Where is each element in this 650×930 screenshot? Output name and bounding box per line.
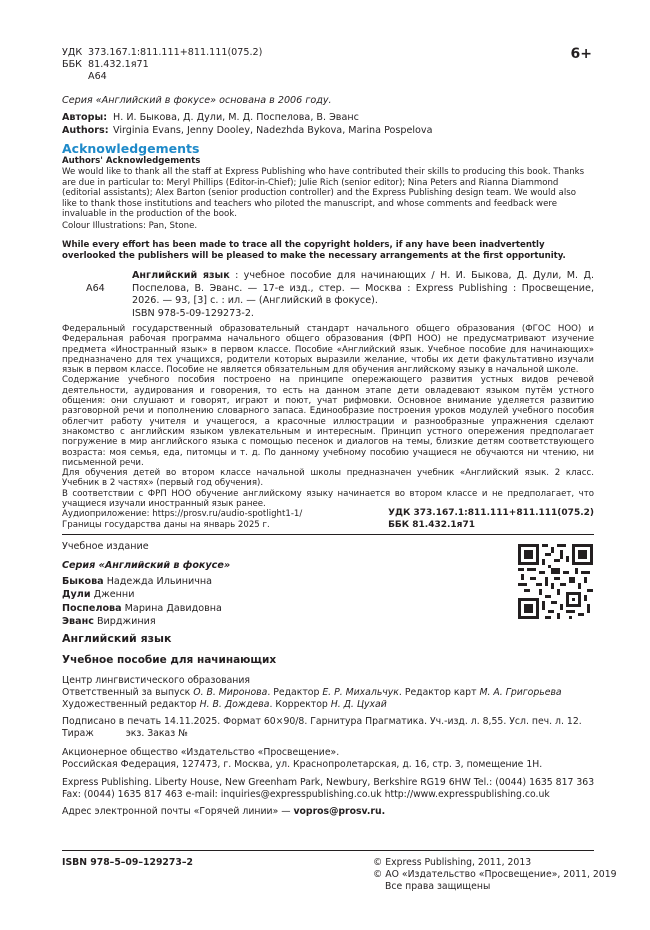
acknowledgements-subtitle: Authors' Acknowledgements xyxy=(62,156,201,166)
annotation-paragraph: Содержание учебного пособия построено на принципе опережающего развития устных видов речевой деятельности, аудирования и говорения, то есть на данном этапе дети овладевают языком путём устного общения: они слушают и говорят, играют и поют, учат рифмовки. Основное внимание уделяется развитию разговорной речи и пополнению словарного запаса. Единообразие построения уроков модулей учебного пособия облегчит работу учителя и учащегося, а красочные иллюстрации и разнообразные упражнения сделают знакомство с английским языком увлекательным и интересным. Принцип устного опережения предполагает погружение в мир английского языка с помощью песенок и диалогов на темы, близкие детям соответствующего возраста: моя семья, еда, питомцы и т. д. По данному учебному пособию учащиеся не обучаются ни чтению, ни письменной речи. xyxy=(62,375,594,468)
print-line: Подписано в печать 14.11.2025. Формат 60×90/8. Гарнитура Прагматика. Уч.-изд. л. 8,55. Усл. печ. л. 12. xyxy=(62,716,582,727)
book-title: Английский язык xyxy=(62,632,172,645)
copyright-notice: While every effort has been made to trace all the copyright holders, if any have been inadvertently overlooked the publishers will be pleased to make the necessary arrangements at the first opportunity. xyxy=(62,240,566,261)
acknowledgements-body: We would like to thank all the staff at Express Publishing who have contributed their skills to producing this book. Thanks are due in particular to: Meryl Phillips (Editor-in-Chief); Julie Rich (senior editor); Nina Peters and Rianna Diammond (editorial assistants); Alex Barton (senior production controller) and the Express Publishing design team. We would also like to thank those institutions and teachers who piloted the manuscript, and whose comments and feedback were invaluable in the production of the book. xyxy=(62,167,585,220)
edition-type: Учебное издание xyxy=(62,541,149,552)
bbk-code: ББК 81.432.1я71 xyxy=(388,519,475,530)
hotline: Адрес электронной почты «Горячей линии» — vopros@prosv.ru. xyxy=(62,806,386,817)
annotation-paragraph: В соответствии с ФРП НОО обучение английскому языку начинается во втором классе и не предполагает, что учащиеся изучали иностранный язык ранее. xyxy=(62,488,594,510)
authors-ru-names: Н. И. Быкова, Д. Дули, М. Д. Поспелова, В. Эванс xyxy=(113,112,359,123)
company-address: Российская Федерация, 127473, г. Москва, ул. Краснопролетарская, д. 16, стр. 3, помещение 1Н. xyxy=(62,758,543,770)
author-mark: А64 xyxy=(88,71,107,82)
acknowledgements-title: Acknowledgements xyxy=(62,141,200,156)
responsible-line: Ответственный за выпуск О. В. Миронова. Редактор Е. Р. Михальчук. Редактор карт М. А. Григорьева xyxy=(62,686,562,698)
hotline-email[interactable]: vopros@prosv.ru. xyxy=(293,806,386,817)
publisher-info xyxy=(62,747,602,771)
footer-isbn: ISBN 978–5–09–129273–2 xyxy=(62,857,193,868)
art-editor-line: Художественный редактор Н. В. Дождева. Корректор Н. Д. Цухай xyxy=(62,698,387,710)
catalog-rest: : учебное пособие для начинающих / Н. И. Быкова, Д. Дули, М. Д. Поспелова, В. Эванс. — 17-е изд., стер. — Москва : Express Publishing : Просвещение, 2026. — 93, [3] с. : ил. — (Английский в фокусе). xyxy=(132,270,594,307)
center-line: Центр лингвистического образования xyxy=(62,675,251,686)
annotation-paragraph: Федеральный государственный образовательный стандарт начального общего образования (ФГОС НОО) и Федеральная рабочая программа начального общего образования (ФРП НОО) не предусматривают изучение предмета «Иностранный язык» в первом классе. Пособие «Английский язык. Учебное пособие для начинающих» предназначено для тех учащихся, родители которых выразили желание, чтобы их дети факультативно изучали язык в первом классе. Пособие не является обязательным для обучения английскому языку в начальной школе. xyxy=(62,324,594,376)
print-details xyxy=(62,716,602,740)
series-name: Серия «Английский в фокусе» xyxy=(62,560,231,571)
copyright-prosv: © АО «Издательство «Просвещение», 2011, 2019 xyxy=(373,868,617,880)
footer-copyright xyxy=(373,857,617,892)
divider xyxy=(62,534,594,535)
authors-list xyxy=(62,575,222,628)
express-contacts: Fax: (0044) 1635 817 463 e-mail: inquiries@expresspublishing.co.uk http://www.expresspublishing.co.uk xyxy=(62,788,550,800)
rights-reserved: Все права защищены xyxy=(385,880,491,892)
authors-en-names: Virginia Evans, Jenny Dooley, Nadezhda Bykova, Marina Pospelova xyxy=(113,124,433,136)
company-name: Акционерное общество «Издательство «Просвещение». xyxy=(62,747,340,758)
express-address: Express Publishing. Liberty House, New Greenham Park, Newbury, Berkshire RG19 6HW Tel.: (0044) 1635 817 363 xyxy=(62,777,595,788)
audio-link[interactable]: Аудиоприложение: https://prosv.ru/audio-spotlight1-1/ xyxy=(62,509,303,520)
bbk-label: ББК xyxy=(62,59,82,70)
annotation-paragraph: Для обучения детей во втором классе начальной школы предназначен учебник «Английский язык. 2 класс. Учебник в 2 частях» (первый год обучения). xyxy=(62,468,594,489)
book-subtitle: Учебное пособие для начинающих xyxy=(62,654,277,666)
author-dooley: Дули Дженни xyxy=(62,589,135,601)
express-publishing-info xyxy=(62,777,602,801)
age-rating: 6+ xyxy=(570,46,592,62)
authors-en-label: Authors: xyxy=(62,124,109,136)
tirage-line: Тираж экз. Заказ № xyxy=(62,727,188,739)
qr-code[interactable] xyxy=(518,544,593,619)
footer-divider xyxy=(62,850,594,851)
editorial-credits xyxy=(62,675,602,710)
catalog-entry xyxy=(62,270,594,320)
catalog-mark: А64 xyxy=(86,283,105,294)
annotation xyxy=(62,324,594,530)
udk-code: УДК 373.167.1:811.111+811.111(075.2) xyxy=(388,508,594,518)
catalog-text xyxy=(132,270,594,308)
author-bykova: Быкова Надежда Ильинична xyxy=(62,576,213,587)
classification-codes xyxy=(62,47,262,83)
borders-note: Границы государства даны на январь 2025 г. xyxy=(62,519,270,530)
bbk-value: 81.432.1я71 xyxy=(88,59,149,70)
author-pospelova: Поспелова Марина Давидовна xyxy=(62,602,222,614)
codes-right xyxy=(388,508,594,531)
copyright-express: © Express Publishing, 2011, 2013 xyxy=(373,857,532,868)
authors-block xyxy=(62,112,432,137)
catalog-isbn: ISBN 978-5-09-129273-2. xyxy=(132,308,254,319)
series-note: Серия «Английский в фокусе» основана в 2006 году. xyxy=(62,95,332,106)
udk-value: 373.167.1:811.111+811.111(075.2) xyxy=(88,47,263,58)
catalog-title: Английский язык xyxy=(132,270,230,281)
colour-illustrations: Colour Illustrations: Pan, Stone. xyxy=(62,221,198,231)
udk-label: УДК xyxy=(62,47,83,58)
authors-ru-label: Авторы: xyxy=(62,112,108,123)
author-evans: Эванс Вирджиния xyxy=(62,615,156,627)
